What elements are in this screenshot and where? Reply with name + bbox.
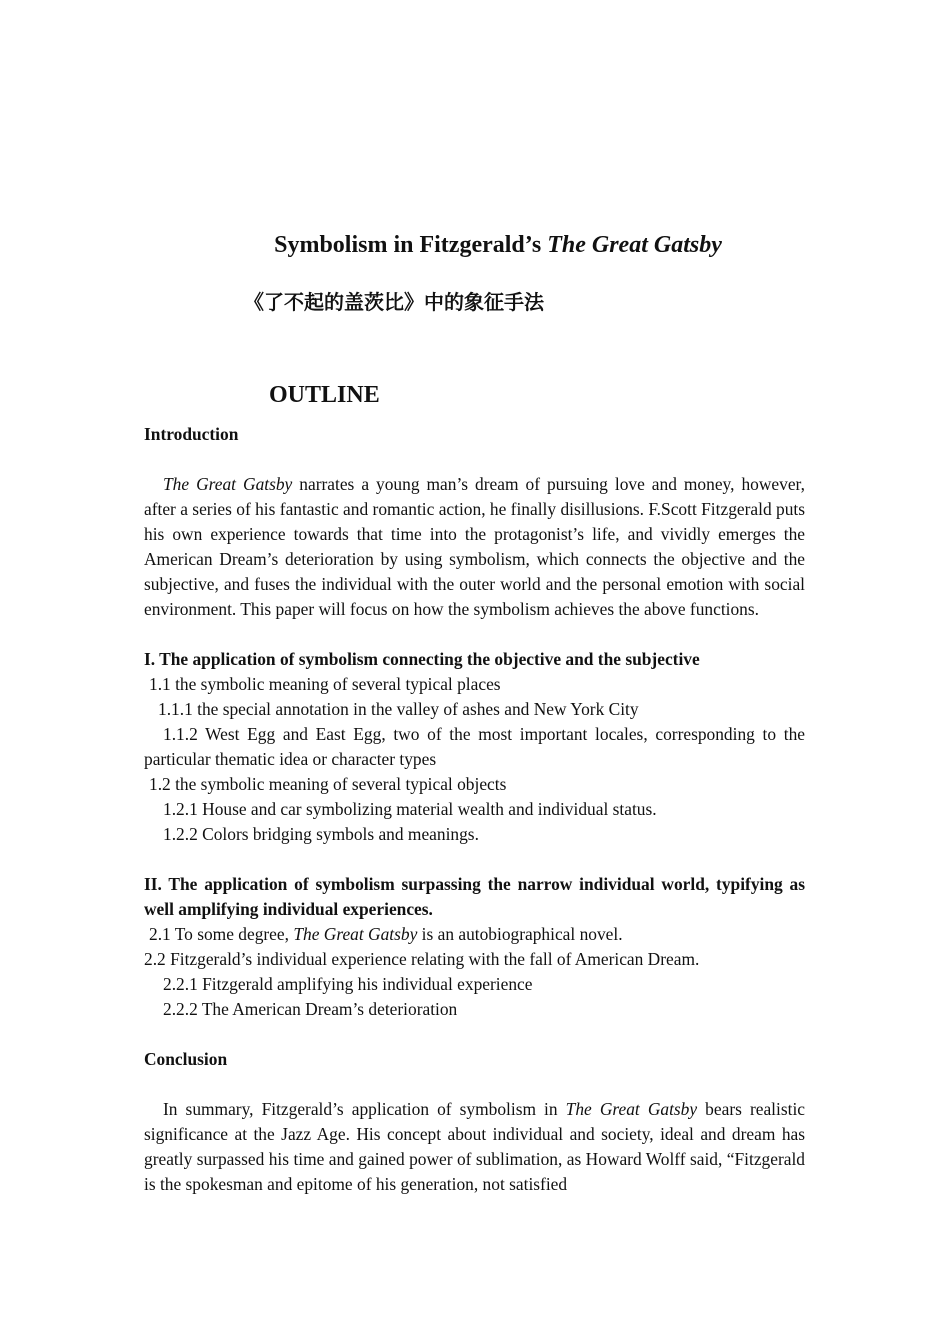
conclusion-text-after: bears realistic significance at the Jazz Age. His concept about individual and society, ideal and dream has greatly surpassed his time and gained power of sublimation, as Howard Wolff said, “Fitzgerald is the spokesman and epitome of his generation, not satisfied: [144, 1099, 805, 1194]
conclusion-heading: Conclusion: [144, 1049, 228, 1069]
chinese-title: 《了不起的盖茨比》中的象征手法: [244, 290, 544, 314]
conclusion-paragraph: [144, 1097, 805, 1197]
section1-heading: I. The application of symbolism connecting the objective and the subjective: [144, 649, 700, 669]
introduction-heading: Introduction: [144, 424, 239, 444]
title-book: The Great Gatsby: [547, 232, 722, 258]
outline-item-1-1: 1.1 the symbolic meaning of several typical places: [149, 674, 501, 694]
conclusion-book: The Great Gatsby: [565, 1099, 698, 1119]
outline-item-1-1-1: 1.1.1 the special annotation in the valley of ashes and New York City: [158, 699, 639, 719]
outline-item-1-2: 1.2 the symbolic meaning of several typical objects: [149, 774, 507, 794]
page-title: [0, 232, 950, 259]
item-2-1-prefix: 2.1 To some degree,: [149, 924, 294, 944]
outline-item-2-2-1: 2.2.1 Fitzgerald amplifying his individual experience: [163, 974, 533, 994]
section2-heading: II. The application of symbolism surpassing the narrow individual world, typifying as well amplifying individual experiences.: [144, 874, 805, 919]
outline-item-1-2-1: 1.2.1 House and car symbolizing material wealth and individual status.: [163, 799, 657, 819]
outline-heading: OUTLINE: [269, 382, 380, 408]
outline-item-2-2-2: 2.2.2 The American Dream’s deterioration: [163, 999, 458, 1019]
document-body: [144, 422, 805, 1197]
title-prefix: Symbolism in Fitzgerald’s: [274, 232, 548, 258]
conclusion-text-before: In summary, Fitzgerald’s application of symbolism in: [163, 1099, 566, 1119]
outline-item-1-1-2: 1.1.2 West Egg and East Egg, two of the most important locales, corresponding to the particular thematic idea or character types: [144, 724, 805, 769]
outline-item-1-2-2: 1.2.2 Colors bridging symbols and meanings.: [163, 824, 479, 844]
item-2-1-suffix: is an autobiographical novel.: [417, 924, 623, 944]
introduction-book: The Great Gatsby: [163, 474, 293, 494]
outline-item-2-2: 2.2 Fitzgerald’s individual experience relating with the fall of American Dream.: [144, 949, 700, 969]
introduction-paragraph: [144, 472, 805, 622]
outline-item-2-1: [144, 922, 805, 947]
item-2-1-book: The Great Gatsby: [293, 924, 418, 944]
introduction-text: narrates a young man’s dream of pursuing love and money, however, after a series of his fantastic and romantic action, he finally disillusions. F.Scott Fitzgerald puts his own experience towards that time into the protagonist’s life, and vividly emerges the American Dream’s deterioration by using symbolism, which connects the objective and the subjective, and fuses the individual with the outer world and the personal emotion with social environment. This paper will focus on how the symbolism achieves the above functions.: [144, 474, 805, 619]
